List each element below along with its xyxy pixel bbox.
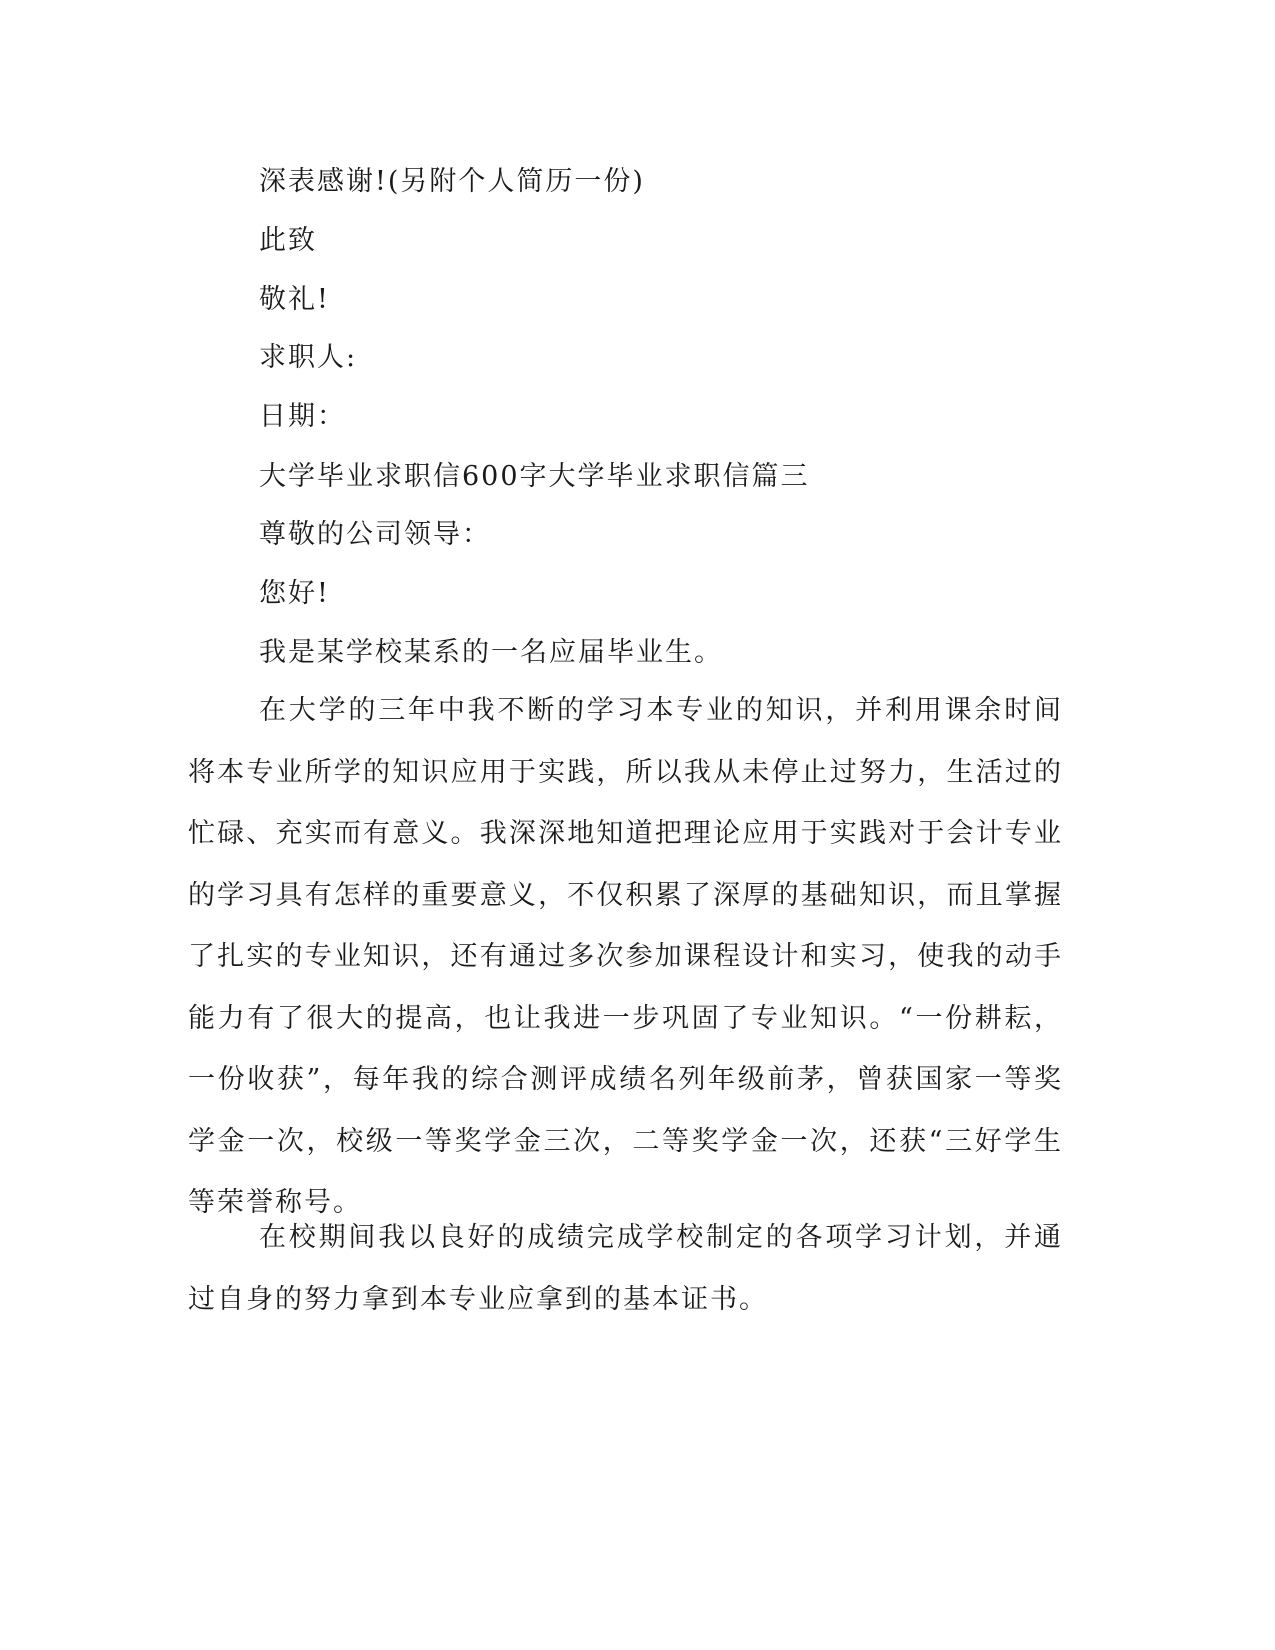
- closing-thanks-line: 深表感谢!(另附个人简历一份): [259, 166, 645, 197]
- salutation-jingli: 敬礼!: [259, 284, 330, 315]
- section-title: 大学毕业求职信600字大学毕业求职信篇三: [259, 461, 810, 492]
- salutation-cizhi: 此致: [259, 225, 317, 256]
- body-paragraph-1: 在大学的三年中我不断的学习本专业的知识，并利用课余时间将本专业所学的知识应用于实践，所以我从未停止过努力，生活过的忙碌、充实而有意义。我深深地知道把理论应用于实践对于会计专业的学习具有怎样的重要意义，不仅积累了深厚的基础知识，而且掌握了扎实的专业知识，还有通过多次参加课程设计和实习，使我的动手能力有了很大的提高，也让我进一步巩固了专业知识。“一份耕耘，一份收获”，每年我的综合测评成绩名列年级前茅，曾获国家一等奖学金一次，校级一等奖学金三次，二等奖学金一次，还获“三好学生等荣誉称号。: [188, 695, 1063, 1218]
- date-label: 日期：: [259, 401, 346, 432]
- body-paragraph-2: 在校期间我以良好的成绩完成学校制定的各项学习计划，并通过自身的努力拿到本专业应拿到的基本证书。: [188, 1222, 1063, 1315]
- letter-greeting: 尊敬的公司领导：: [259, 519, 491, 550]
- letter-hello: 您好!: [259, 578, 330, 609]
- applicant-label: 求职人:: [259, 342, 358, 373]
- intro-line: 我是某学校某系的一名应届毕业生。: [259, 637, 723, 668]
